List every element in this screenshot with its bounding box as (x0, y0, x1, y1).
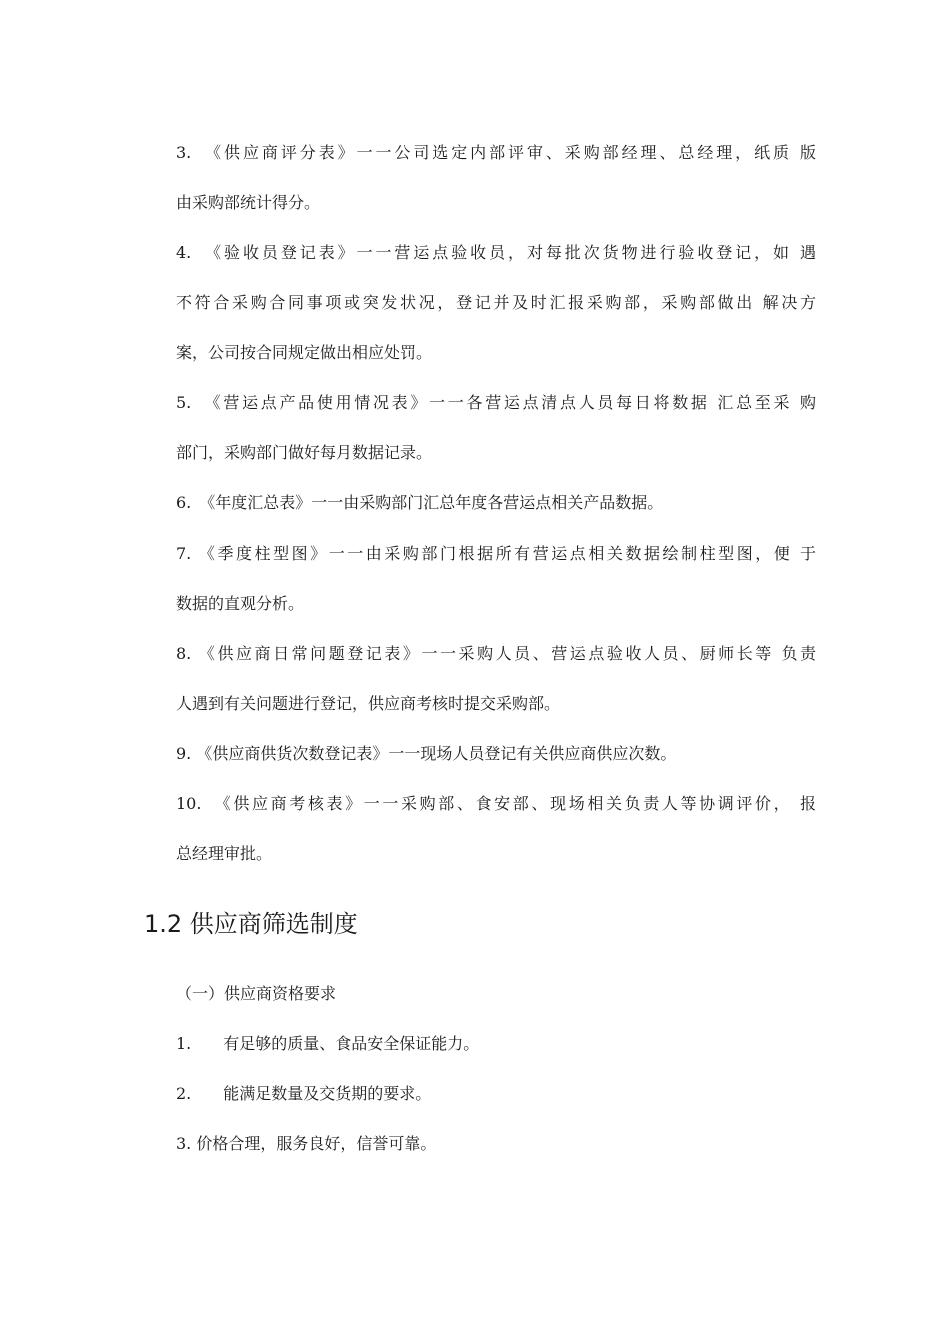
body-line: 总经理审批。 (176, 844, 273, 863)
body-line: 3. 《供应商评分表》一一公司选定内部评审、采购部经理、总经理，纸质 版 (176, 143, 816, 162)
body-line: 人遇到有关问题进行登记，供应商考核时提交采购部。 (176, 694, 561, 713)
body-line: 4. 《验收员登记表》一一营运点验收员，对每批次货物进行验收登记，如 遇 (176, 243, 816, 262)
body-line: 9. 《供应商供货次数登记表》一一现场人员登记有关供应商供应次数。 (176, 744, 677, 763)
body-line: 7. 《季度柱型图》一一由采购部门根据所有营运点相关数据绘制柱型图，便 于 (176, 544, 816, 563)
body-line: 部门，采购部门做好每月数据记录。 (176, 443, 433, 462)
body-line: 不符合采购合同事项或突发状况，登记并及时汇报采购部，采购部做出 解决方 (176, 293, 816, 312)
body-line: 10. 《供应商考核表》一一采购部、食安部、现场相关负责人等协调评价， 报 (176, 794, 816, 813)
requirement-item: 2. 能满足数量及交货期的要求。 (176, 1084, 432, 1103)
section-heading: 1.2 供应商筛选制度 (144, 910, 358, 938)
requirement-item: 3. 价格合理，服务良好，信誉可靠。 (176, 1134, 437, 1153)
body-line: 数据的直观分析。 (176, 594, 305, 613)
body-line: 8. 《供应商日常问题登记表》一一采购人员、营运点验收人员、厨师长等 负责 (176, 644, 816, 663)
body-line: 5. 《营运点产品使用情况表》一一各营运点清点人员每日将数据 汇总至采 购 (176, 393, 816, 412)
body-line: 由采购部统计得分。 (176, 193, 321, 212)
requirement-item: 1. 有足够的质量、食品安全保证能力。 (176, 1034, 480, 1053)
body-line: 6. 《年度汇总表》一一由采购部门汇总年度各营运点相关产品数据。 (176, 493, 664, 512)
body-line: 案，公司按合同规定做出相应处罚。 (176, 343, 433, 362)
subsection-title: （一）供应商资格要求 (176, 984, 337, 1003)
